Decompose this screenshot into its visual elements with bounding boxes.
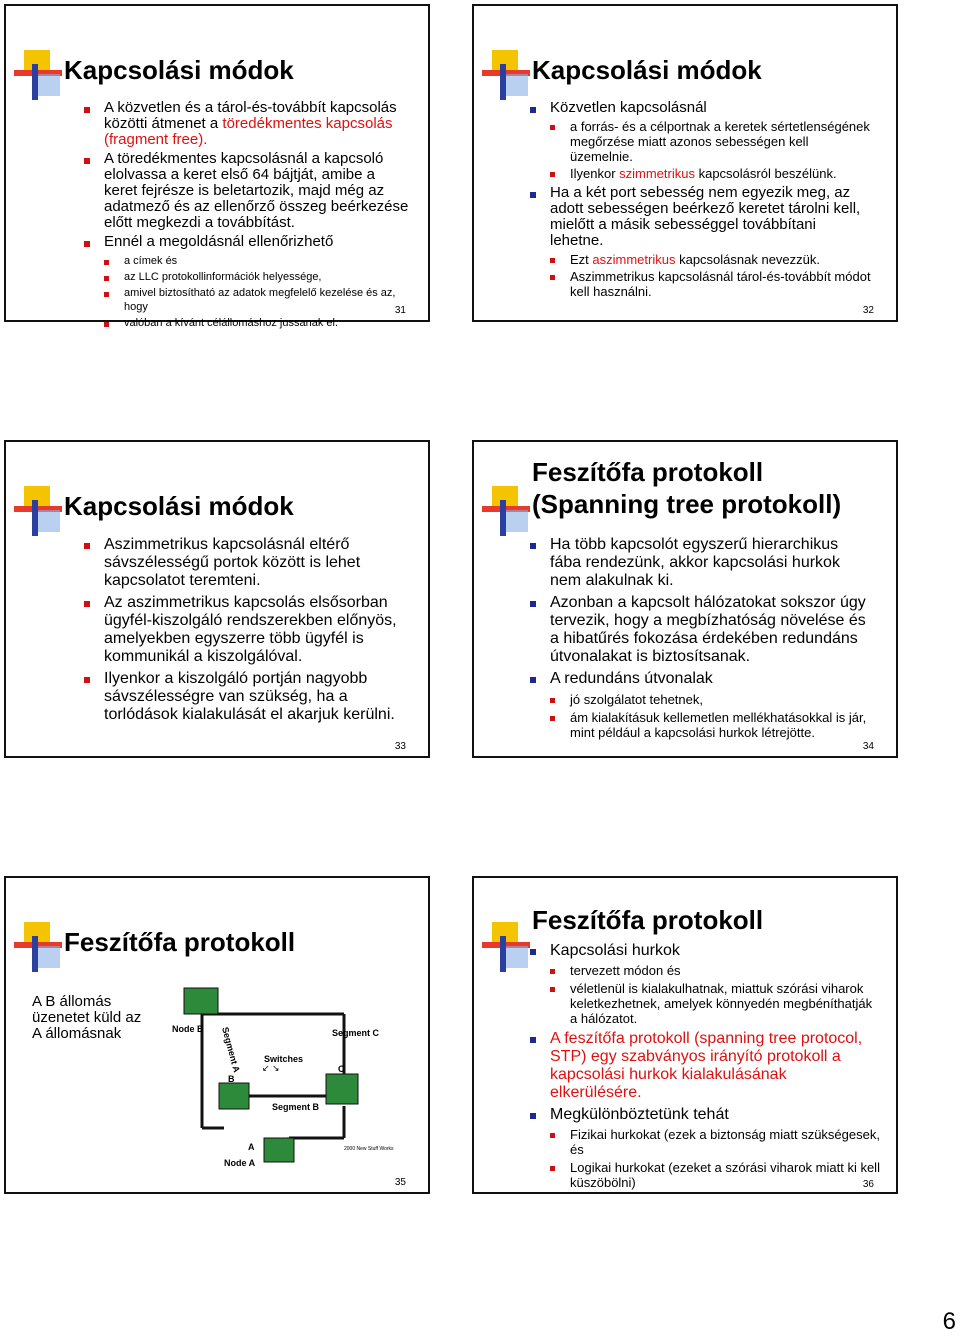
sub-bullet-item: az LLC protokollinformációk helyessége, [84, 270, 410, 284]
sub-bullet-item: amivel biztosítható az adatok megfelelő kezelése és az, hogy [84, 286, 410, 314]
slide-title [532, 456, 841, 520]
bullet-item: Kapcsolási hurkok [530, 942, 880, 960]
sub-bullet-item: ám kialakításuk kellemetlen mellékhatásokkal is jár, mint például a kapcsolási hurkok létrejötte. [530, 710, 870, 740]
slide-logo-icon [14, 486, 62, 536]
switch-c-label: C [338, 1064, 345, 1074]
segment-a-label: Segment A [220, 1025, 242, 1074]
bullet-item: A feszítőfa protokoll (spanning tree protocol, STP) egy szabványos irányító protokoll a kapcsolási hurkok kialakulásának elkerülésére. [530, 1030, 880, 1102]
sub-bullet-item: valóban a kívánt célállomáshoz jussanak el. [84, 316, 410, 330]
sub-bullet-item: Fizikai hurkokat (ezek a biztonság miatt szükségesek, és [530, 1127, 880, 1157]
sub-bullet-item: Ezt aszimmetrikus kapcsolásnak nevezzük. [530, 252, 872, 267]
slide-logo-icon [482, 486, 530, 536]
slide-title: Feszítőfa protokoll [64, 927, 296, 957]
switch-top-icon [184, 988, 218, 1014]
slide-number: 35 [394, 1177, 406, 1188]
bullet-item: Megkülönböztetünk tehát [530, 1106, 880, 1124]
switch-b-icon [219, 1083, 249, 1109]
slide-title: Kapcsolási módok [64, 491, 294, 521]
bullet-item: Ha a két port sebesség nem egyezik meg, az adott sebességen beérkező keretet tárolni kell, mielőtt a másik sebességgel továbbítani lehetne. [530, 185, 872, 249]
bullet-item: Ha több kapcsolót egyszerű hierarchikus fába rendezünk, akkor kapcsolási hurkok nem alakulnak ki. [530, 536, 870, 590]
switch-a-icon [264, 1138, 294, 1162]
slide-logo-icon [482, 50, 530, 100]
diagram-caption: A B állomás üzenetet küld az A állomásnak [32, 993, 142, 1042]
slide-36 [472, 876, 898, 1194]
slide-number: 31 [394, 305, 406, 316]
switches-label: Switches [264, 1054, 304, 1064]
slide-logo-icon [482, 922, 530, 972]
slide-body [530, 536, 870, 740]
slide-number: 36 [862, 1179, 874, 1190]
sub-bullet-item: Aszimmetrikus kapcsolásnál tárol-és-továbbít módot kell használni. [530, 269, 872, 299]
segment-b-label: Segment B [272, 1102, 320, 1112]
sub-bullet-item: véletlenül is kialakulhatnak, miattuk szórási viharok keletkezhetnek, amelyek könnyedén megbéníthatják a hálózatot. [530, 981, 880, 1026]
slide-number: 34 [862, 741, 874, 752]
network-diagram [164, 988, 414, 1168]
slide-title: Feszítőfa protokoll [532, 905, 764, 935]
bullet-item: Ilyenkor a kiszolgáló portján nagyobb sávszélességre van szükség, ha a torlódások kialakulását el akarjuk kerülni. [84, 670, 408, 724]
bullet-item: Az aszimmetrikus kapcsolás elsősorban ügyfél-kiszolgáló rendszerekben előnyös, amelyekben egyszerre több ügyfél is kommunikál a kiszolgálóval. [84, 594, 408, 666]
sub-bullet-item: tervezett módon és [530, 963, 880, 978]
slide-35 [4, 876, 430, 1194]
sub-bullet-item: a címek és [84, 254, 410, 268]
bullet-item: Aszimmetrikus kapcsolásnál eltérő sávszélességű portok között is lehet kapcsolatot teremteni. [84, 536, 408, 590]
sub-bullet-item: a forrás- és a célportnak a keretek sértetlenségének megőrzése miatt azonos sebességen kell üzemelnie. [530, 119, 872, 164]
sub-bullet-item: jó szolgálatot tehetnek, [530, 692, 870, 707]
sub-bullet-item: Logikai hurkokat (ezeket a szórási viharok miatt ki kell küszöbölni) [530, 1160, 880, 1190]
slide-number: 32 [862, 305, 874, 316]
slide-title-line2: (Spanning tree protokoll) [532, 489, 842, 519]
node-b-label: Node B [172, 1024, 204, 1034]
node-a-label: Node A [224, 1158, 256, 1168]
switch-a-label: A [248, 1142, 255, 1152]
slide-logo-icon [14, 50, 62, 100]
bullet-item: Ennél a megoldásnál ellenőrizhető [84, 234, 410, 250]
bullet-item: A közvetlen és a tárol-és-továbbít kapcsolás közötti átmenet a töredékmentes kapcsolás (fragment free). [84, 100, 410, 148]
slide-body [530, 100, 872, 299]
slide-34 [472, 440, 898, 758]
bullet-item: Közvetlen kapcsolásnál [530, 100, 872, 116]
slide-body [84, 100, 410, 330]
slide-body [530, 942, 880, 1190]
slide-title-line1: Feszítőfa protokoll [532, 457, 764, 487]
slide-title: Kapcsolási módok [532, 55, 762, 85]
slide-33 [4, 440, 430, 758]
bullet-item: A töredékmentes kapcsolásnál a kapcsoló elolvassa a keret első 64 bájtját, amibe a keret fejrésze is beletartozik, majd még az adatmező és az ellenőrző összeg beérkezése előtt megkezdi a továbbítást. [84, 151, 410, 231]
bullet-item: A redundáns útvonalak [530, 670, 870, 688]
diagram-credit: 2000 New Stuff Works [344, 1146, 394, 1152]
slide-32 [472, 4, 898, 322]
slide-title: Kapcsolási módok [64, 55, 294, 85]
switch-c-icon [326, 1074, 358, 1104]
segment-c-label: Segment C [332, 1028, 380, 1038]
slide-number: 33 [394, 741, 406, 752]
slide-31 [4, 4, 430, 329]
switch-b-label: B [228, 1074, 235, 1084]
switches-arrow: ↙ ↘ [262, 1063, 280, 1073]
slide-logo-icon [14, 922, 62, 972]
bullet-item: Azonban a kapcsolt hálózatokat sokszor úgy tervezik, hogy a megbízhatóság növelése és a hibatűrés fokozása érdekében redundáns útvonalakat is biztosítsanak. [530, 594, 870, 666]
page-number: 6 [942, 1308, 956, 1335]
slide-body [84, 536, 408, 724]
sub-bullet-item: Ilyenkor szimmetrikus kapcsolásról beszélünk. [530, 166, 872, 181]
